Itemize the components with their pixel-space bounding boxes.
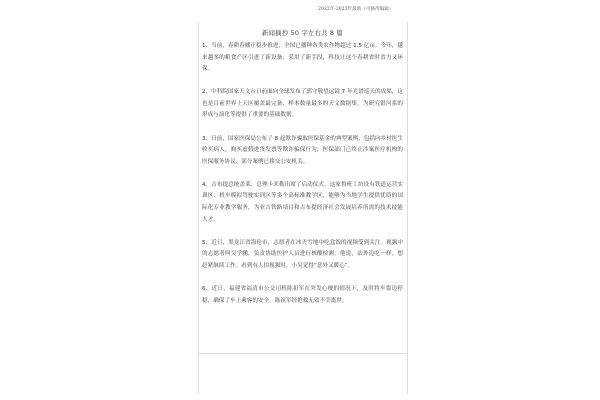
news-item-text: 1、当前，春耕春播正稳步推进，全国已播种各类农作物超过 1.5 亿亩。今年，越来越多的粮食产区引进了新设备、采用了新手段，科技让这个春耕省时省力又环保。 bbox=[202, 43, 403, 73]
news-item-text: 3、日前，国家医保局公布了 8 起欺诈骗取医保基金的典型案例，包括向乡村医生收买病人，购买虚假进货发票等欺诈骗保行为，医保部门已终止涉案医疗机构的医保服务协议，部分案例已移交公安机关。 bbox=[202, 135, 403, 165]
header-note: 2022年-2023年最新（可修改编辑） bbox=[318, 7, 394, 12]
news-item bbox=[202, 284, 403, 307]
news-item bbox=[202, 180, 403, 226]
document-title: 新闻摘抄 50 字左右共 8 篇 bbox=[261, 29, 344, 37]
news-item bbox=[202, 41, 403, 76]
news-item-text: 4、吉布提总统盖莱、总理卡米勒出席了启动仪式。这家鲁班工坊设有铁道运营实训区、机车模拟驾驶实训区等多个高标准教学区，能够为当地学生提供优质的国际化专业教学服务，为亚吉铁路项目和吉布提经济社会发展培养所需的技术技能人才。 bbox=[202, 181, 403, 223]
news-item-text: 2、中科院国家天文台日前面向全球发布了郭守敬望远镜 7 年光谱巡天的成果，这也是目前世界上天区覆盖最完备、样本数量最多的天文数据集，为研究银河系的形成与演化等提供了重要的基础数据。 bbox=[202, 89, 403, 119]
news-item bbox=[202, 87, 403, 122]
news-item-text: 6、近日，福建省福清市公交司机陈祖军在突发心梗的情况下，及时将车靠边停稳，确保了车上乘客的安全，陈祖军经抢救无效不幸离世。 bbox=[202, 286, 403, 304]
page-bottom-divider bbox=[198, 353, 408, 354]
news-item bbox=[202, 238, 403, 273]
news-item-text: 5、近日，黑龙江省海伦市，志愿者在冰天雪地中吃盒饭的视频受到关注。视频中的志愿者叫吴学鹏，负责协助医护人员进行核酸检测。他说，站外边吃一样，想赶紧继续工作。看到有人拍视频时，小吴觉得“意外又暖心”。 bbox=[202, 239, 403, 269]
document-page bbox=[198, 22, 408, 394]
news-item bbox=[202, 134, 403, 169]
